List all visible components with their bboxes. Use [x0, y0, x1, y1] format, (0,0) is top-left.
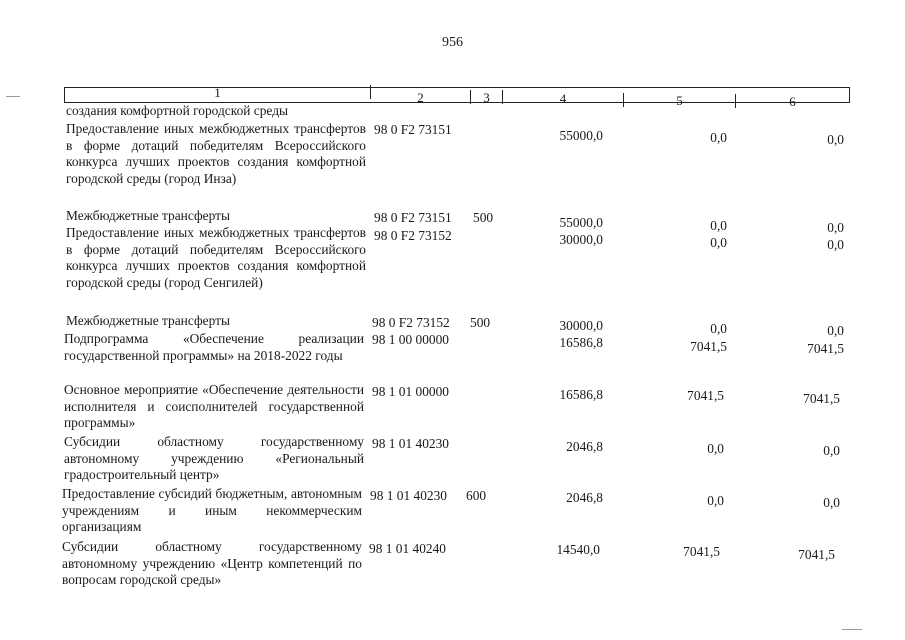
- row-value-4: 55000,0: [559, 215, 603, 230]
- row-code: 98 0 F2 73152: [374, 228, 452, 243]
- row-value-6: 0,0: [827, 323, 844, 338]
- row-value-4: 2046,8: [566, 439, 603, 454]
- row-value-5: 0,0: [707, 441, 724, 456]
- row-name: создания комфортной городской среды: [66, 103, 289, 118]
- row-value-6: 0,0: [823, 495, 840, 510]
- row-value-4: 30000,0: [559, 318, 603, 333]
- row-value-6: 0,0: [827, 237, 844, 252]
- scan-mark: [842, 629, 862, 630]
- row-vr: 500: [470, 315, 491, 330]
- row-code: 98 0 F2 73152: [372, 315, 450, 330]
- row-value-6: 7041,5: [798, 547, 835, 562]
- row-name: Межбюджетные трансферты: [66, 208, 230, 223]
- row-value-6: 7041,5: [803, 391, 840, 406]
- row-code: 98 0 F2 73151: [374, 122, 452, 137]
- row-code: 98 1 01 40230: [372, 436, 449, 451]
- row-value-4: 16586,8: [559, 335, 603, 350]
- row-value-4: 14540,0: [556, 542, 600, 557]
- row-name: Субсидии областному государственному автономному учреждению «Региональный градостроительный центр»: [64, 434, 364, 483]
- row-value-4: 2046,8: [566, 490, 603, 505]
- table-header: [64, 85, 850, 109]
- header-col-4: 4: [559, 91, 567, 106]
- header-col-6: 6: [735, 94, 849, 108]
- row-name: Субсидии областному государственному автономному учреждению «Центр компетенций по вопросам городской среды»: [62, 539, 362, 588]
- row-value-6: 7041,5: [807, 341, 844, 356]
- row-value-5: 0,0: [710, 235, 727, 250]
- row-value-6: 0,0: [827, 132, 844, 147]
- row-value-5: 0,0: [707, 493, 724, 508]
- row-code: 98 0 F2 73151: [374, 210, 452, 225]
- row-value-6: 0,0: [823, 443, 840, 458]
- page-number: 956: [442, 35, 463, 50]
- header-col-2: 2: [371, 90, 471, 104]
- row-value-5: 0,0: [710, 218, 727, 233]
- row-name: Предоставление иных межбюджетных трансфертов в форме дотаций победителям Всероссийского конкурса лучших проектов создания комфортной городской среды (город Сенгилей): [66, 225, 366, 290]
- row-value-5: 7041,5: [683, 544, 720, 559]
- row-name: Межбюджетные трансферты: [66, 313, 230, 328]
- row-name: Предоставление иных межбюджетных трансфертов в форме дотаций победителям Всероссийского конкурса лучших проектов создания комфортной городской среды (город Инза): [66, 121, 366, 186]
- header-col-5: 5: [623, 93, 735, 107]
- row-value-4: 30000,0: [559, 232, 603, 247]
- row-value-5: 0,0: [710, 321, 727, 336]
- row-name: Подпрограмма «Обеспечение реализации государственной программы» на 2018-2022 годы: [64, 331, 364, 363]
- row-code: 98 1 01 40230: [370, 488, 447, 503]
- row-code: 98 1 01 40240: [369, 541, 446, 556]
- row-name: Предоставление субсидий бюджетным, автономным учреждениям и иным некоммерческим организациям: [62, 486, 362, 535]
- scan-mark: [6, 96, 20, 97]
- row-vr: 600: [466, 488, 487, 503]
- row-value-6: 0,0: [827, 220, 844, 235]
- row-name: Основное мероприятие «Обеспечение деятельности исполнителя и соисполнителей государственной программы»: [64, 382, 364, 431]
- row-vr: 500: [473, 210, 494, 225]
- row-code: 98 1 00 00000: [372, 332, 449, 347]
- header-col-1: 1: [65, 85, 371, 99]
- row-value-4: 55000,0: [559, 128, 603, 143]
- row-value-5: 7041,5: [687, 388, 724, 403]
- row-code: 98 1 01 00000: [372, 384, 449, 399]
- row-value-5: 7041,5: [690, 339, 727, 354]
- row-value-4: 16586,8: [559, 387, 603, 402]
- header-col-3: 3: [471, 90, 503, 104]
- row-value-5: 0,0: [710, 130, 727, 145]
